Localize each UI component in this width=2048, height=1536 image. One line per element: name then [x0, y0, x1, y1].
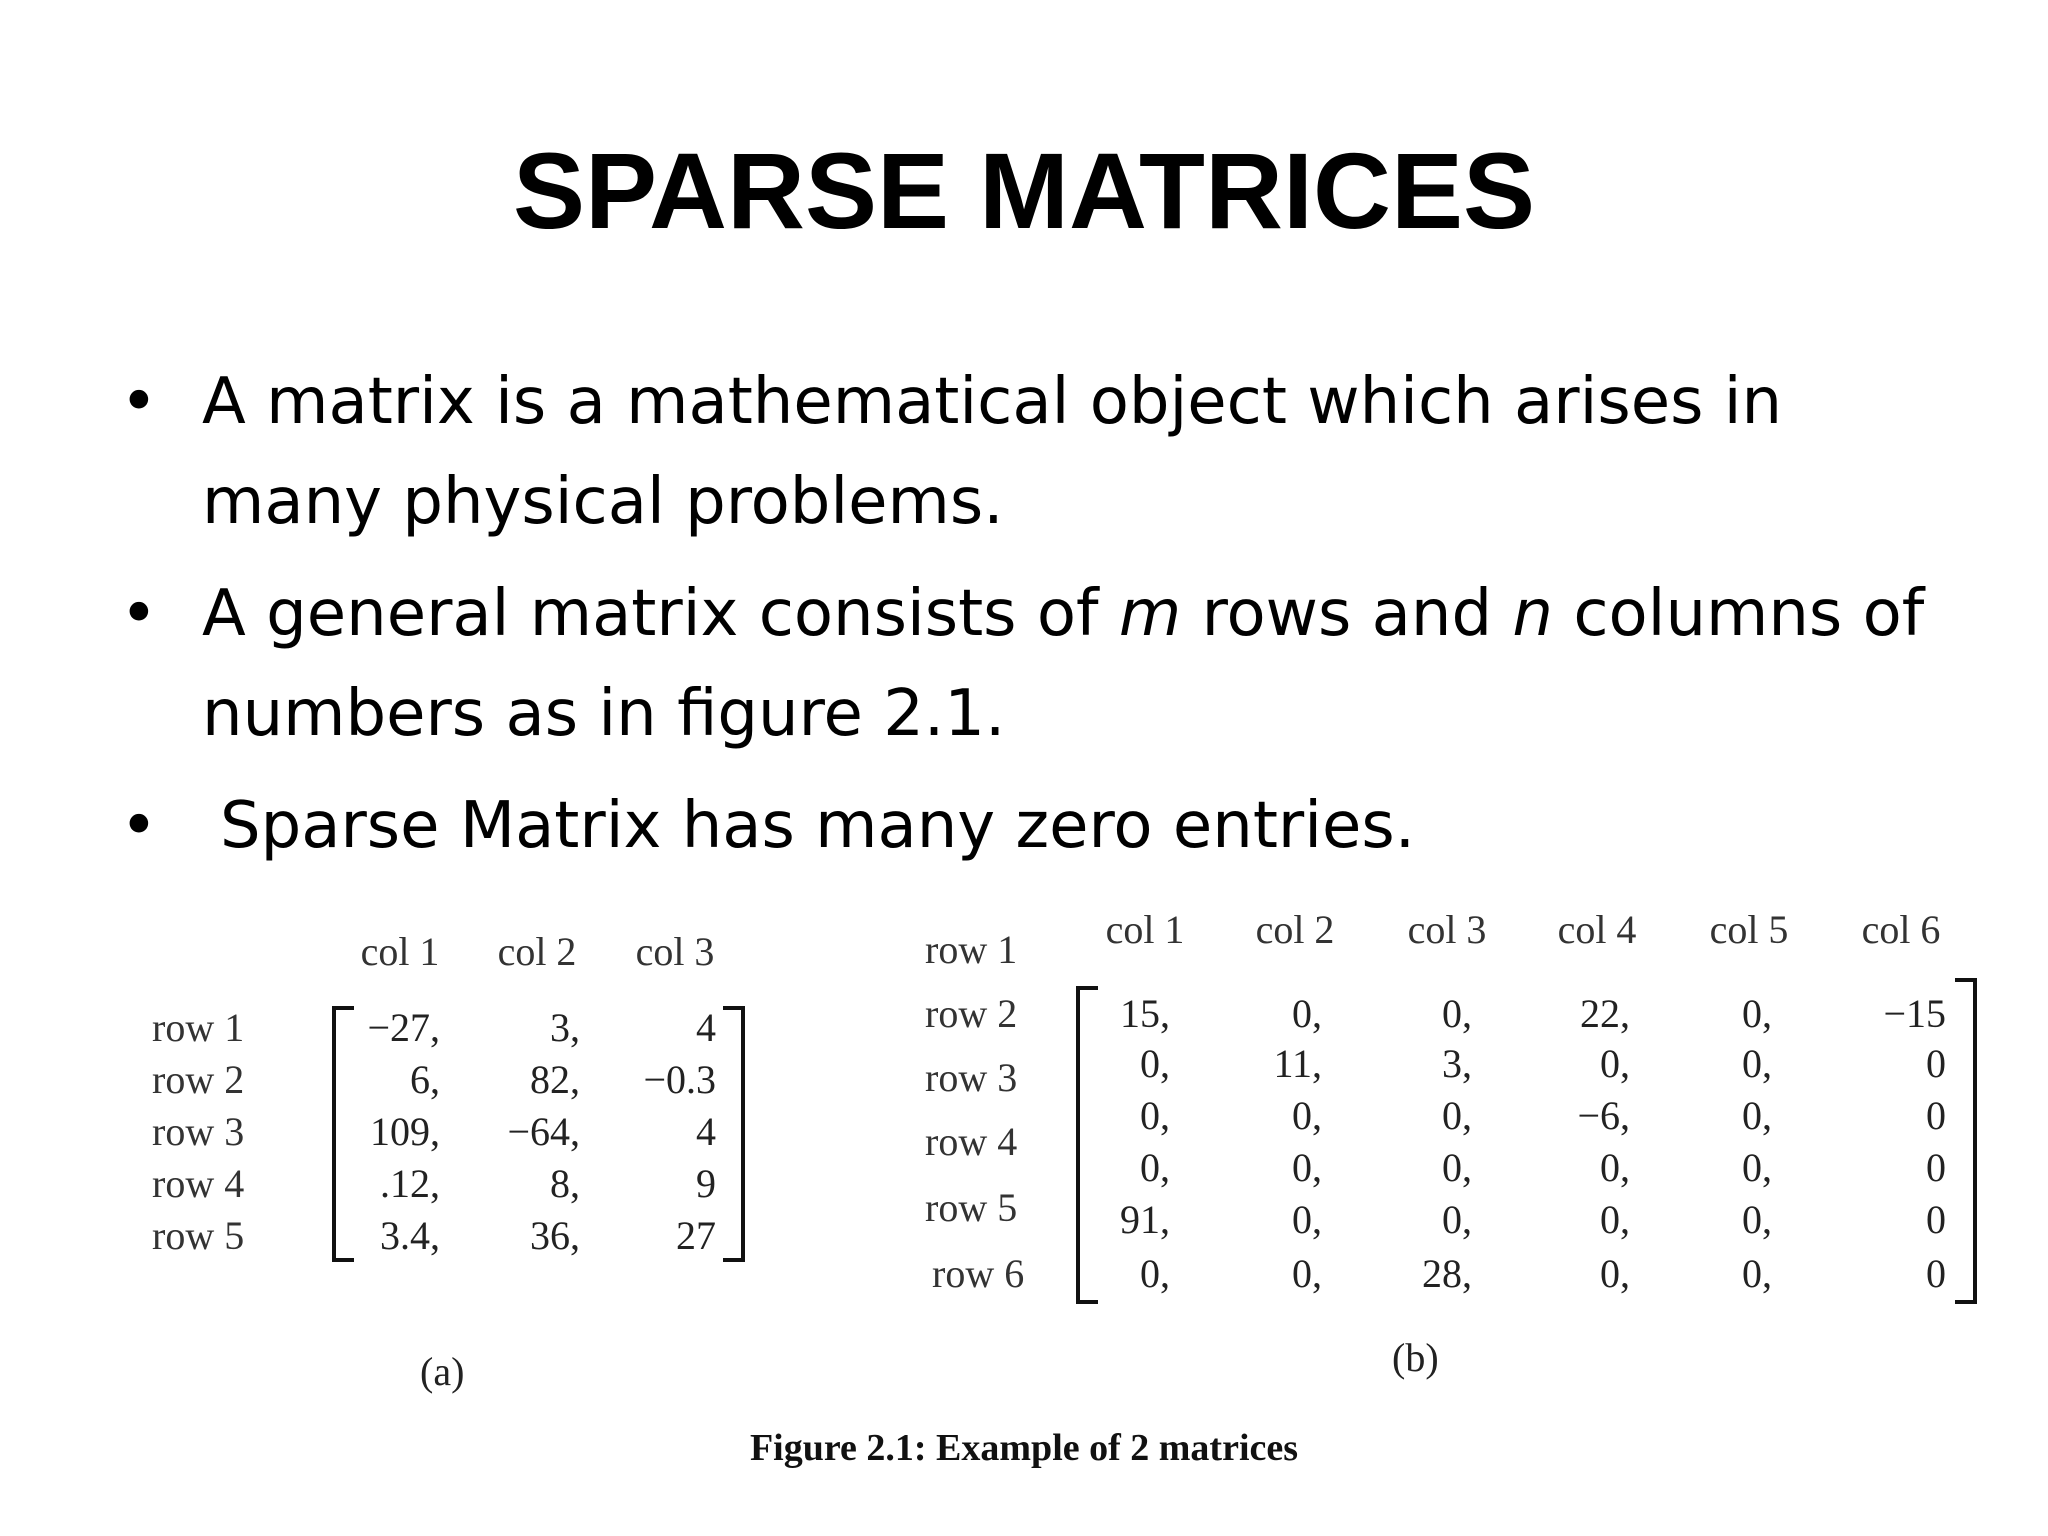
matrix-cell: 82, — [530, 1057, 580, 1102]
matrix-cell: 0, — [1292, 1093, 1322, 1138]
matrix-cell: 0, — [1742, 1197, 1772, 1242]
col-header: col 1 — [360, 929, 440, 974]
bullet-dot: • — [120, 365, 158, 439]
col-header: col 2 — [1255, 907, 1335, 952]
matrix-cell: 0 — [1926, 1197, 1946, 1242]
row-label: row 1 — [152, 1005, 245, 1050]
matrix-cell: 0, — [1292, 1145, 1322, 1190]
col-header: col 6 — [1861, 907, 1941, 952]
row-label: row 5 — [152, 1213, 245, 1258]
matrix-cell: 0 — [1926, 1093, 1946, 1138]
matrix-cell: 11, — [1273, 1041, 1322, 1086]
matrix-cell: 0, — [1140, 1145, 1170, 1190]
figure-label-b: (b) — [1392, 1335, 1439, 1380]
matrix-cell: 0, — [1600, 1041, 1630, 1086]
matrix-cell: 3, — [1442, 1041, 1472, 1086]
variable-m: m — [1118, 577, 1182, 651]
matrix-cell: 15, — [1120, 991, 1170, 1036]
row-label: row 5 — [925, 1185, 1018, 1230]
matrix-cell: 0, — [1292, 1251, 1322, 1296]
bullet-text-line: many physical problems. — [202, 465, 1004, 539]
figure-caption: Figure 2.1: Example of 2 matrices — [749, 1427, 1299, 1469]
row-label: row 1 — [925, 927, 1018, 972]
matrix-cell: 22, — [1580, 991, 1630, 1036]
matrix-cell: 0, — [1600, 1145, 1630, 1190]
variable-n: n — [1512, 577, 1553, 651]
matrix-cell: 27 — [676, 1213, 716, 1258]
matrix-cell: 0, — [1292, 991, 1322, 1036]
matrix-cell: 4 — [696, 1109, 716, 1154]
matrix-cell: −64, — [507, 1109, 580, 1154]
matrix-bracket-right — [1955, 978, 1977, 1304]
figure-label-a: (a) — [420, 1349, 465, 1394]
matrix-cell: 9 — [696, 1161, 716, 1206]
col-header: col 5 — [1709, 907, 1789, 952]
bullet-text-line: A matrix is a mathematical object which arises in — [202, 365, 1783, 439]
bullet-text: A general matrix consists of — [202, 577, 1119, 651]
bullet-dot: • — [120, 789, 158, 863]
matrix-cell: 0 — [1926, 1251, 1946, 1296]
matrix-cell: 0, — [1442, 991, 1472, 1036]
matrix-cell: 0, — [1442, 1093, 1472, 1138]
row-label: row 2 — [152, 1057, 245, 1102]
slide-title: SPARSE MATRICES — [512, 130, 1536, 251]
matrix-cell: 0, — [1742, 1041, 1772, 1086]
matrix-cell: 0, — [1600, 1197, 1630, 1242]
matrix-cell: 0, — [1140, 1041, 1170, 1086]
matrix-cell: .12, — [380, 1161, 440, 1206]
matrix-cell: 36, — [530, 1213, 580, 1258]
matrix-cell: 91, — [1120, 1197, 1170, 1242]
col-header: col 2 — [497, 929, 577, 974]
matrix-cell: 0, — [1442, 1145, 1472, 1190]
matrix-cell: 6, — [410, 1057, 440, 1102]
row-label: row 4 — [925, 1119, 1018, 1164]
matrix-cell: 3.4, — [380, 1213, 440, 1258]
matrix-cell: 0 — [1926, 1145, 1946, 1190]
matrix-cell: 0, — [1292, 1197, 1322, 1242]
matrix-cell: 28, — [1422, 1251, 1472, 1296]
row-label: row 3 — [152, 1109, 245, 1154]
matrix-cell: 4 — [696, 1005, 716, 1050]
matrix-cell: 0, — [1742, 1251, 1772, 1296]
matrix-cell: 0, — [1742, 991, 1772, 1036]
matrix-cell: 8, — [550, 1161, 580, 1206]
col-header: col 1 — [1105, 907, 1185, 952]
matrix-cell: −6, — [1577, 1093, 1630, 1138]
col-header: col 3 — [635, 929, 715, 974]
row-label: row 4 — [152, 1161, 245, 1206]
bullet-text: Sparse Matrix has many zero entries. — [220, 789, 1416, 863]
col-header: col 4 — [1557, 907, 1637, 952]
matrix-cell: 0, — [1140, 1093, 1170, 1138]
matrix-cell: 0, — [1742, 1093, 1772, 1138]
row-label: row 3 — [925, 1055, 1018, 1100]
row-label: row 6 — [932, 1251, 1025, 1296]
matrix-cell: 0, — [1442, 1197, 1472, 1242]
matrix-cell: 3, — [550, 1005, 580, 1050]
col-header: col 3 — [1407, 907, 1487, 952]
matrix-cell: 0 — [1926, 1041, 1946, 1086]
matrix-cell: 0, — [1600, 1251, 1630, 1296]
bullet-text-line: numbers as in figure 2.1. — [202, 677, 1006, 751]
matrix-cell: −0.3 — [643, 1057, 716, 1102]
matrix-cell: 109, — [370, 1109, 440, 1154]
matrix-cell: 0, — [1140, 1251, 1170, 1296]
row-label: row 2 — [925, 991, 1018, 1036]
bullet-text: rows and — [1181, 577, 1513, 651]
matrix-cell: −15 — [1883, 991, 1946, 1036]
bullet-dot: • — [120, 577, 158, 651]
matrix-cell: 0, — [1742, 1145, 1772, 1190]
bullet-text: columns of — [1552, 577, 1925, 651]
matrix-cell: −27, — [367, 1005, 440, 1050]
